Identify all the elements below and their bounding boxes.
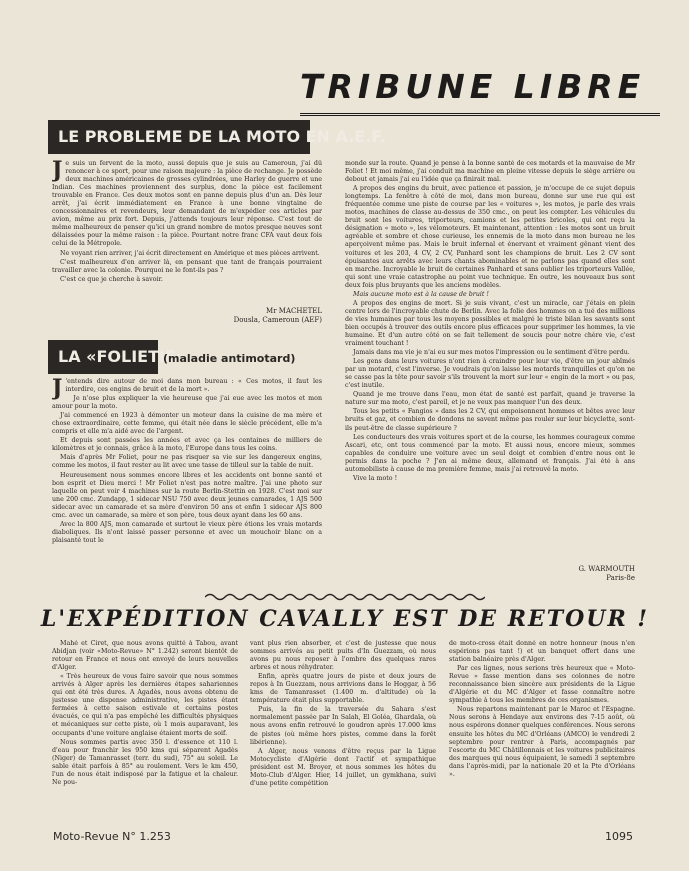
article2-paragraph: A propos des engins de mort. Si je suis vivant, c'est un miracle, car j'étais en plein centre lors de l'incroyable chute de Berlin. Avec la folie des hommes on a tué des millions de vies humaines par tous les moyens possibles et malgré le triste bilan les savants sont bien occupés à trouver des outils encore plus efficaces pour supprimer les hommes, la vie humaine. Et d'un autre côté on se fait tellement de soucis pour notre chère vie, c'est vraiment touchant ! <box>345 299 635 348</box>
article3-col2 <box>250 640 436 822</box>
article2-paragraph: Avec la 800 AJS, mon camarade et surtout le vieux père étions les vrais motards diaboliques. Ils n'ont laissé passer personne et avec un mouchoir blanc on a plaisanté tout le <box>52 520 322 544</box>
article1-signature <box>150 307 322 325</box>
article3-paragraph: Nous repartons maintenant par le Maroc et l'Espagne. Nous serons à Hendaye aux environs des 7-15 août, où nous espérons donner quelques conférences. Nous serons ensuite les hôtes du MC d'Orléans (AMCO) le vendredi 2 septembre pour rentrer à Paris, accompagnés par l'escorte du MC Châtillonnais et les voitures publicitaires des marques qui nous équipaient, le samedi 3 septembre dans l'après-midi, par la nationale 20 et la Pte d'Orléans ». <box>449 706 635 778</box>
article2-paragraph: Tous les petits « Fangios » dans les 2 CV, qui empoisonnent hommes et bêtes avec leur bruits et gaz, et combien de dondons ne savent même pas rouler sur leur bicyclette, sont-ils peut-être de classe supérieure ? <box>345 408 635 432</box>
article2-title: LA «FOLIETIE» <box>48 340 158 374</box>
article2-subtitle: (maladie antimotard) <box>163 352 296 365</box>
article2-paragraph: Les gens dans leurs voitures n'ont rien à craindre pour leur vie, d'être un jour abîmés par un motard, c'est l'inverse. Je voudrais qu'on laisse les motards tranquilles et qu'on ne se casse pas la tête pour savoir s'ils trouvent la mort sur leur « engin de la mort » ou pas, c'est inutile. <box>345 358 635 390</box>
article2-paragraph: Les conducteurs des vrais voitures sport et de la course, les hommes courageux comme Ascari, etc, ont tous commencé par la moto. Et aussi nous, encore mieux, sommes capables de conduire une voiture avec un seul doigt et combien d'entre nous ont le permis dans la poche ? J'en ai même deux, allemand et français. J'ai été à ans automobiliste à cause de ma première femme, mais j'ai retrouvé la moto. <box>345 433 635 473</box>
section-title: TRIBUNE LIBRE <box>300 63 660 116</box>
article2-paragraph: Jamais dans ma vie je n'ai eu sur mes motos l'impression ou le sentiment d'être perdu. <box>353 349 630 357</box>
article1-signature-name: Mr MACHETEL <box>266 307 322 315</box>
article3-paragraph: Mahé et Ciret, que nous avons quitté à Tabou, avant Abidjan (voir «Moto-Revue» N° 1.242) seront bientôt de retour en France et nous ont envoyé de leurs nouvelles d'Alger. <box>52 640 238 672</box>
article3-paragraph: vant plus rien absorber, et c'est de justesse que nous sommes arrivés au petit puits d'In Guezzam, où nous avons pu nous reposer à l'ombre des quelques rares arbres et nous réhydrater. <box>250 640 436 672</box>
article2-signature-place: Paris-8e <box>606 574 635 582</box>
article3-col1 <box>52 640 238 822</box>
article1-body <box>52 160 322 290</box>
page-number: 1095 <box>605 830 633 843</box>
article2-paragraph: Mais aucune moto est à la cause de bruit ! <box>353 290 489 298</box>
wave-divider <box>205 592 485 602</box>
article2-paragraph: Je n'ose plus expliquer la vie heureuse que j'ai eue avec les motos et mon amour pour la moto. <box>52 395 322 411</box>
article2-signature <box>460 565 635 583</box>
article3-title: L'EXPÉDITION CAVALLY EST DE RETOUR ! <box>40 606 650 632</box>
article2-paragraph: Vive la moto ! <box>353 474 398 482</box>
article1-dropcap: J <box>52 160 63 183</box>
article2-paragraph: 'entends dire autour de moi dans mon bureau : « Ces motos, il faut les interdire, ces engins de bruit et de la mort ». <box>65 378 322 394</box>
article3-paragraph: de moto-cross était donné en notre honneur (nous n'en espérions pas tant !) et un banquet offert dans une station balnéaire près d'Alger. <box>449 640 635 664</box>
article3-paragraph: « Très heureux de vous faire savoir que nous sommes arrivés à Alger après les dernières étapes sahariennes qui ont été très dures. A Agadès, nous avons obtenu de justesse une dispense administrative, les pistes étant fermées à cette saison estivale et certains postes évacués, ce qui n'a pas empêché les difficultés physiques et mécaniques sur cette piste, où 1 mois auparavant, les occupants d'une voiture anglaise étaient morts de soif. <box>52 673 238 737</box>
article2-paragraph: Heureusement nous sommes encore libres et les accidents ont bonne santé et bon esprit et Dieu merci ! Mr Foliet n'est pas notre maître. J'ai une photo sur laquelle on peut voir 4 machines sur la route Berlin-Stettin en 1928. C'est moi sur une 200 cmc. Zundapp, 1 sidecar NSU 750 avec deux jeunes camarades, 1 AJS 500 sidecar avec un camarade et sa mère d'environ 50 ans et enfin 1 sidecar AJS 800 cmc. avec un camarade, sa mère et son père, tous deux ayant dans les 60 ans. <box>52 471 322 519</box>
article3-paragraph: Enfin, après quatre jours de piste et deux jours de repos à In Guezzam, nous arrivions dans le Hoggar, à 56 kms de Tamanrasset (1.400 m. d'altitude) où la température était plus supportable. <box>250 673 436 705</box>
article1-paragraph: e suis un fervent de la moto, aussi depuis que je suis au Cameroun, j'ai dû renoncer à ce sport, pour une raison majeure : la pièce de rechange. Je possède deux machines américaines de grosses cylindrées, une Harley de guerre et une Indian. Ces machines proviennent des surplus, donc la pièce est facilement trouvable en France. Ces deux motos sont en panne depuis plus d'un an. Dès leur arrêt, j'ai écrit immédiatement en France à une bonne vingtaine de concessionnaires et revendeurs, leur demandant de m'expédier ces articles par avion, même au prix fort. Depuis, j'attends toujours leur réponse. C'est tout de même malheureux de penser qu'ici un grand nombre de motos presque neuves sont délaissées pour la même raison : la pièce. Pourtant notre franc CFA vaut deux fois celui de la Métropole. <box>52 160 322 248</box>
article1-paragraph: C'est malheureux d'en arriver là, en pensant que tant de français pourraient travailler avec la colonie. Pourquoi ne le font-ils pas ? <box>52 258 322 274</box>
article3-paragraph: Nous sommes partis avec 350 l. d'essence et 110 l. d'eau pour franchir les 950 kms qui séparent Agadès (Niger) de Tamanrasset (terr. du sud), 75° au soleil. Le sable était parfois à 85° au roulement. Vers le km 450, l'un de nous était indisposé par la fatigue et la chaleur. Ne pou- <box>52 738 238 786</box>
article1-title: LE PROBLEME DE LA MOTO EN A.E.F. <box>48 120 310 154</box>
article2-paragraph: monde sur la route. Quand je pense à la bonne santé de ces motards et la mauvaise de Mr Foliet ! Et moi même, j'ai conduit ma machine en pleine vitesse depuis le siège arrière ou debout et jamais j'ai eu l'idée que ça finirait mal. <box>345 160 635 184</box>
article3-paragraph: Puis, la fin de la traversée du Sahara s'est normalement passée par In Salah, El Goléa, Ghardaïa, où nous avons enfin retrouvé le goudron après 17.000 kms de pistes (où même hors pistes, comme dans la forêt libérienne). <box>250 706 436 746</box>
article1-paragraph: Ne voyant rien arriver, j'ai écrit directement en Amérique et mes pièces arrivent. <box>60 249 320 257</box>
article3-col3 <box>449 640 635 822</box>
article2-body-col2 <box>345 160 635 572</box>
article1-paragraph: C'est ce que je cherche à savoir. <box>60 275 163 283</box>
article3-paragraph: A Alger, nous venons d'être reçus par la Ligue Motocycliste d'Algérie dont l'actif et sympathique président est M. Broyer, et nous sommes les hôtes du Moto-Club d'Alger. Hier, 14 juillet, un gymkhana, suivi d'une petite compétition <box>250 747 436 787</box>
article2-paragraph: Mais d'après Mr Foliet, pour ne pas risquer sa vie sur les dangereux engins, comme les motos, il faut rester au lit avec une tasse de tilleul sur la table de nuit. <box>52 454 322 470</box>
article2-paragraph: Et depuis sont passées les années et avec ça les centaines de milliers de kilomètres et je connais, grâce à la moto, l'Europe dans tous les coins. <box>52 437 322 453</box>
article2-signature-name: G. WARMOUTH <box>578 565 635 573</box>
article2-paragraph: J'ai commencé en 1923 à démonter un moteur dans la cuisine de ma mère et chose extraordinaire, cette femme, qui était née dans le siècle précédent, elle m'a compris et elle m'a aidé avec de l'argent. <box>52 412 322 436</box>
article2-paragraph: Quand je me trouve dans l'eau, mon état de santé est parfait, quand je traverse la nature sur ma moto, c'est pareil, et je ne veux pas manquer l'un des deux. <box>345 391 635 407</box>
article2-dropcap: J <box>52 378 63 401</box>
magazine-footer: Moto-Revue N° 1.253 <box>53 830 171 843</box>
article1-signature-place: Dousla, Cameroun (AEF) <box>233 316 322 324</box>
article2-paragraph: A propos des engins du bruit, avec patience et passion, je m'occupe de ce sujet depuis longtemps. La fenêtre à côté de moi, dans mon bureau, donne sur une rue qui est fréquentée comme une piste de course par les « voitures », les motos, je parle des vrais motos, machines de classe au-dessus de 350 cmc., on peut les compter. Les véhicules du bruit sont les voitures, triporteurs, camions et les petites bricoles, qui ont reçu la désignation « moto », les vélomoteurs. Et maintenant, attention : les motos sont un bruit agréable et sombre et chose curieuse, les ennemis de la moto dans mon bureau ne les aperçoivent même pas. Mais le bruit infernal et énervant et vraiment gênant vient des voitures et les 203, 4 CV, 2 CV, Panhard sont les champions de bruit. Les 2 CV sont épuisantes aux arrêts avec leurs chants abominables et ne parlons pas quand elles sont en marche. Incroyable le bruit de certaines Panhard et sans oublier les triporteurs Vallée, qui sont une vraie catastrophe au point vue technique. En outre, les nouveaux bus sont deux fois plus bruyants que les anciens modèles. <box>345 185 635 289</box>
article2-body-col1 <box>52 378 322 583</box>
article3-paragraph: Par ces lignes, nous serions très heureux que « Moto-Revue » fasse mention dans ses colonnes de notre reconnaissance bien sincère aux présidents de la Ligue d'Algérie et du MC d'Alger et fasse connaître notre sympathie à tous les membres de ces organismes. <box>449 665 635 705</box>
